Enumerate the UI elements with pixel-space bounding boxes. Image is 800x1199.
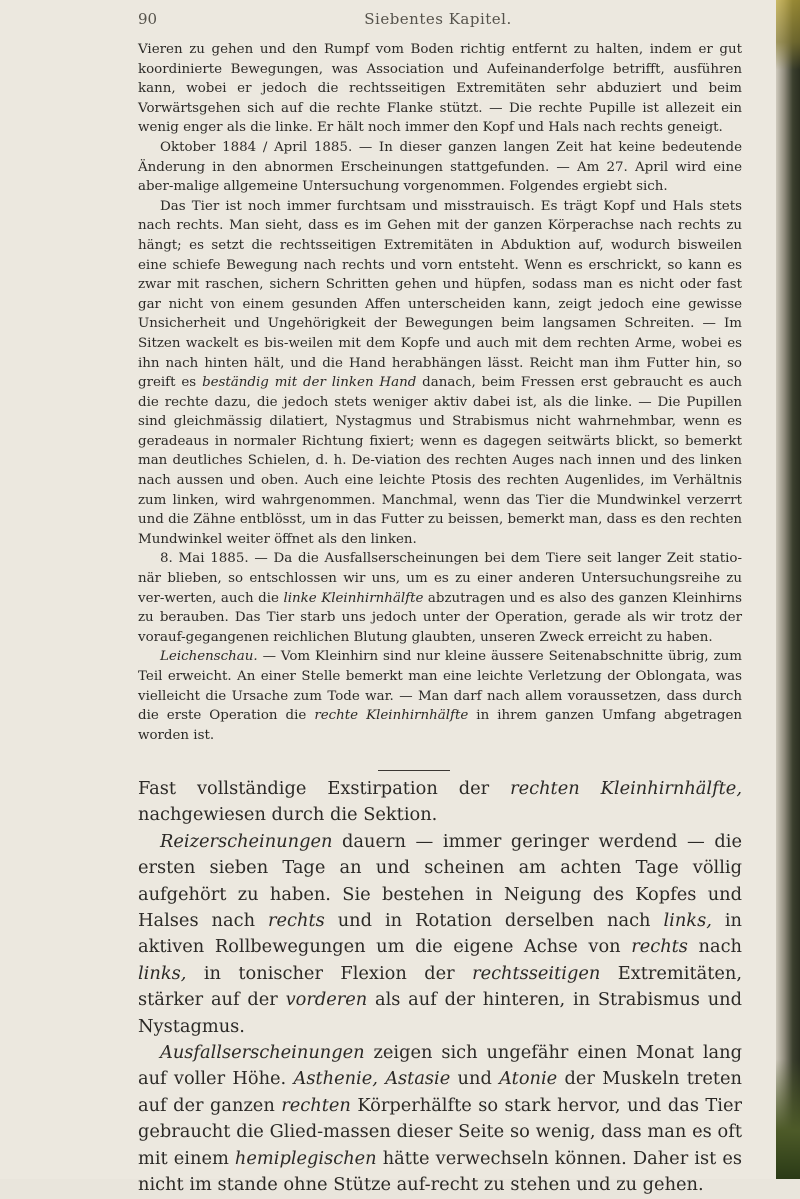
italic-run: Asthenie, Astasie bbox=[293, 1068, 451, 1090]
text-run: 8. Mai 1885. — Da die Ausfallserscheinungen bei dem Tiere seit langer Zeit statio-när blieben, so entschlossen wir uns, um es zu einer anderen Untersuchungsreihe zu ver-werten, auch die bbox=[138, 551, 742, 606]
case-notes-small-print bbox=[138, 40, 742, 745]
italic-run: linke Kleinhirnhälfte bbox=[283, 590, 424, 606]
italic-run: beständig mit der linken Hand bbox=[202, 375, 417, 391]
paragraph-irritation-symptoms bbox=[138, 829, 742, 1040]
paragraph-deficit-symptoms bbox=[138, 1040, 742, 1198]
text-run: hätte verwechseln können. Daher ist es nicht im stande ohne Stütze auf-recht zu stehen und zu gehen. bbox=[138, 1147, 742, 1196]
italic-run: rechts bbox=[268, 910, 325, 932]
italic-run: links, bbox=[663, 910, 712, 932]
paragraph-october-april: Oktober 1884 / April 1885. — In dieser ganzen langen Zeit hat keine bedeutende Änderung in den abnormen Erscheinungen stattgefunden. — Am 27. April wird eine aber-malige allgemeine Untersuchung vorgenommen. Folgendes ergiebt sich. bbox=[138, 139, 742, 195]
text-run: als auf der hinteren, in Strabismus und Nystagmus. bbox=[138, 989, 742, 1037]
italic-run: rechts bbox=[631, 936, 688, 958]
italic-run: rechtsseitigen bbox=[472, 962, 601, 984]
section-divider bbox=[378, 770, 450, 771]
text-run: in aktiven Rollbewegungen um die eigene Achse von bbox=[138, 910, 743, 958]
text-run: danach, beim Fressen erst gebraucht es auch die rechte dazu, die jedoch stets weniger aktiv dabei ist, als die linke. — Die Pupillen sind gleichmässig dilatiert, Nystagmus und Strabismus nicht wahrnehmbar, wenn es geradeaus in normaler Richtung fixiert; wenn es dagegen seitwärts blickt, so bemerkt man deutliches Schielen, d. h. De-viation des rechten Auges nach innen und des linken nach aussen und oben. Auch eine leichte Ptosis des rechten Augenlides, im Verhältnis zum linken, wird wahrgenommen. Manchmal, wenn das Tier die Mundwinkel verzerrt und die Zähne entblösst, um in das Futter zu beissen, bemerkt man, dass es den rechten Mundwinkel weiter öffnet als den linken. bbox=[138, 375, 742, 547]
paragraph-examination bbox=[138, 197, 742, 550]
italic-run: rechte Kleinhirnhälfte bbox=[314, 708, 469, 724]
page-header bbox=[138, 10, 738, 36]
italic-run: Reizerscheinungen bbox=[160, 830, 333, 852]
paragraph-autopsy bbox=[138, 647, 742, 745]
text-run: in ihrem ganzen Umfang abgetragen worden ist. bbox=[138, 708, 742, 743]
text-run: zeigen sich ungefähr einen Monat lang auf voller Höhe. bbox=[138, 1042, 742, 1090]
text-run: in tonischer Flexion der bbox=[186, 962, 473, 984]
text-run: Extremitäten, stärker auf der bbox=[138, 962, 742, 1011]
running-head: Siebentes Kapitel. bbox=[364, 10, 512, 28]
paragraph-continuation: Vieren zu gehen und den Rumpf vom Boden richtig entfernt zu halten, indem er gut koordinierte Bewegungen, was Association und Aufeinanderfolge betrifft, ausführen kann, wobei er jedoch die rechtsseitigen Extremitäten sehr abduziert und beim Vorwärtsgehen sich auf die rechte Flanke stützt. — Die rechte Pupille ist allezeit ein wenig enger als die linke. Er hält noch immer den Kopf und Hals nach rechts geneigt. bbox=[138, 42, 742, 136]
text-run: — Vom Kleinhirn sind nur kleine äussere Seitenabschnitte übrig, zum Teil erweicht. An einer Stelle bemerkt man eine leichte Verletzung der Oblongata, was vielleicht die Ursache zum Tode war. — Man darf nach allem voraussetzen, dass durch die erste Operation die bbox=[138, 649, 742, 724]
text-run: der Muskeln treten auf der ganzen bbox=[138, 1068, 743, 1116]
book-edge-shadow bbox=[776, 0, 800, 1179]
text-run: Das Tier ist noch immer furchtsam und misstrauisch. Es trägt Kopf und Hals stets nach rechts. Man sieht, dass es im Gehen mit der ganzen Körperachse nach rechts zu hängt; es setzt die rechtsseitigen Extremitäten in Abduktion auf, wodurch bisweilen eine schiefe Bewegung nach rechts und vorn entsteht. Wenn es erschrickt, so kann es zwar mit raschen, sichern Schritten gehen und hüpfen, sodass man es nicht oder fast gar nicht von einem gesunden Affen unterscheiden kann, zeigt jedoch eine gewisse Unsicherheit und Ungehörigkeit der Bewegungen beim langsamen Schreiten. — Im Sitzen wackelt es bis-weilen mit dem Kopfe und auch mit dem rechten Arme, wobei es ihn nach hinten hält, und die Hand herabhängen lässt. Reicht man ihm Futter hin, so greift es bbox=[138, 198, 742, 391]
summary-heading-paragraph bbox=[138, 776, 742, 829]
italic-run: hemiplegischen bbox=[234, 1147, 377, 1169]
italic-run: vorderen bbox=[285, 989, 368, 1011]
italic-run: links, bbox=[138, 962, 187, 984]
text-run: Fast vollständige Exstirpation der bbox=[138, 778, 511, 799]
book-edge-top-tint bbox=[776, 0, 800, 70]
italic-run: Ausfallserscheinungen bbox=[160, 1042, 365, 1064]
text-run: Körperhälfte so stark hervor, und das Tier gebraucht die Glied-massen dieser Seite so wenig, dass man es oft mit einem bbox=[138, 1094, 742, 1169]
italic-run: rechten bbox=[281, 1094, 351, 1116]
summary-large-print bbox=[138, 776, 742, 1199]
italic-run: Atonie bbox=[499, 1068, 558, 1090]
italic-run: Leichenschau. bbox=[160, 649, 258, 665]
book-edge-bottom-tint bbox=[776, 1059, 800, 1179]
text-run: und in Rotation derselben nach bbox=[324, 910, 664, 932]
paragraph-may-1885 bbox=[138, 549, 742, 647]
text-run: abzutragen und es also des ganzen Kleinhirns zu berauben. Das Tier starb uns jedoch unter der Operation, gerade als wir trotz der vorauf-gegangenen reichlichen Blutung glaubten, unseren Zweck erreicht zu haben. bbox=[138, 590, 743, 645]
text-run: und bbox=[450, 1068, 500, 1090]
text-run: nach bbox=[687, 936, 742, 958]
text-run: nachgewiesen durch die Sektion. bbox=[138, 804, 438, 826]
italic-run: rechten Kleinhirnhälfte, bbox=[510, 778, 742, 799]
page-number: 90 bbox=[138, 10, 158, 28]
text-run: dauern — immer geringer werdend — die ersten sieben Tage an und scheinen am achten Tage völlig aufgehört zu haben. Sie bestehen in Neigung des Kopfes und Halses nach bbox=[138, 830, 742, 932]
